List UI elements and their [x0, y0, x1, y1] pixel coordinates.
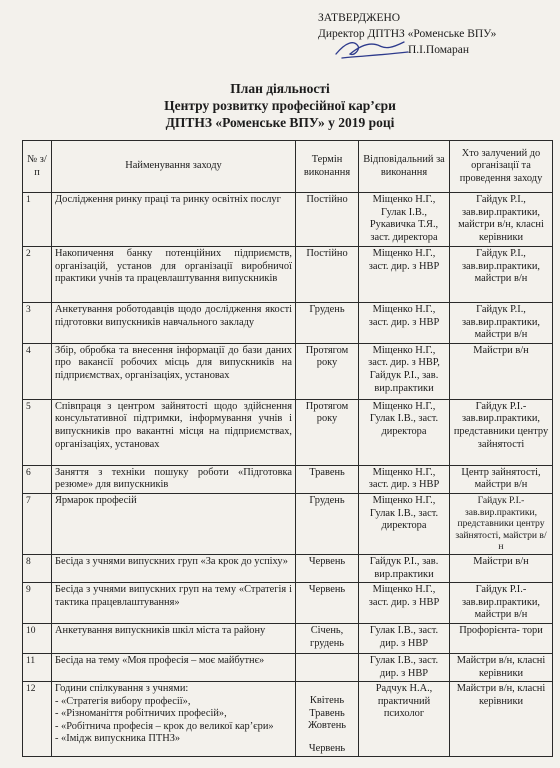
- row-activity: Накопичення банку потенційних підприємств, організацій, установ для організації виробничої практики учнів та працевлаштування випускників: [52, 247, 296, 303]
- row-activity: Дослідження ринку праці та ринку освітніх послуг: [52, 193, 296, 247]
- row-term: Червень: [296, 554, 359, 582]
- table-row: [23, 554, 553, 582]
- activity-topic: - «Робітнича професія – крок до великої кар’єри»: [55, 720, 274, 732]
- row-activity: Бесіда з учнями випускних груп на тему «Стратегія і тактика працевлаштування»: [52, 583, 296, 624]
- header-num: № з/п: [23, 141, 52, 193]
- row-responsible: Гулак І.В., заст. дир. з НВР: [359, 623, 450, 653]
- table-row: [23, 303, 553, 344]
- row-responsible: Міщенко Н.Г., заст. дир. з НВР: [359, 247, 450, 303]
- row-num: 7: [23, 493, 52, 554]
- row-activity: Ярмарок професій: [52, 493, 296, 554]
- approval-position: Директор ДПТНЗ «Роменське ВПУ»: [318, 28, 497, 40]
- table-row: [23, 623, 553, 653]
- row-term: Грудень: [296, 303, 359, 344]
- row-num: 6: [23, 465, 52, 493]
- row-responsible: Міщенко Н.Г., Гулак І.В., Рукавичка Т.Я., заст. директора: [359, 193, 450, 247]
- row-involved: Гайдук Р.І.- зав.вир.практики, представники центру зайнятості: [450, 399, 553, 465]
- row-responsible: Міщенко Н.Г., Гулак І.В., заст. директора: [359, 493, 450, 554]
- row-involved: Профорієнта- тори: [450, 623, 553, 653]
- row-involved: Майстри в/н, класні керівники: [450, 682, 553, 757]
- activity-topic: - «Стратегія вибору професії»,: [55, 695, 191, 707]
- row-term: Постійно: [296, 247, 359, 303]
- activity-plan-table: [22, 140, 553, 757]
- row-responsible: Радчук Н.А., практичний психолог: [359, 682, 450, 757]
- row-num: 10: [23, 623, 52, 653]
- row-activity: [52, 682, 296, 757]
- title-line-3: ДПТНЗ «Роменське ВПУ» у 2019 році: [165, 115, 395, 130]
- table-row: [23, 493, 553, 554]
- row-involved: Гайдук Р.І., зав.вир.практики, майстри в/н: [450, 303, 553, 344]
- row-num: 1: [23, 193, 52, 247]
- row-involved: Майстри в/н, класні керівники: [450, 653, 553, 681]
- activity-topic: - «Різноманіття робітничих професій»,: [55, 708, 227, 720]
- row-activity: Співпраця з центром зайнятості щодо здійснення консультативної підтримки, інформування учнів і випускників про вакантні місця на підприємствах, організаціях, установах: [52, 399, 296, 465]
- title-line-2: Центру розвитку професійної кар’єри: [164, 98, 396, 113]
- table-row: [23, 399, 553, 465]
- table-row: [23, 343, 553, 399]
- row-activity: Анкетування випускників шкіл міста та району: [52, 623, 296, 653]
- row-term: [296, 682, 359, 757]
- row-term: Грудень: [296, 493, 359, 554]
- row-activity: Бесіда на тему «Моя професія – моє майбутнє»: [52, 653, 296, 681]
- header-name: Найменування заходу: [52, 141, 296, 193]
- row-term: Січень, грудень: [296, 623, 359, 653]
- row-involved: Гайдук Р.І.- зав.вир.практики, майстри в/н: [450, 583, 553, 624]
- table-row: [23, 465, 553, 493]
- activity-topic: - «Імідж випускника ПТНЗ»: [55, 733, 181, 745]
- row-activity: Анкетування роботодавців щодо дослідження якості підготовки випускників навчального закладу: [52, 303, 296, 344]
- row-num: 5: [23, 399, 52, 465]
- row-term: Червень: [296, 583, 359, 624]
- row-activity: Збір, обробка та внесення інформації до бази даних про вакансії робочих місць для випускників на підприємствах, організаціях, установах: [52, 343, 296, 399]
- header-involved: Хто залучений до організації та проведення заходу: [450, 141, 553, 193]
- table-row: [23, 193, 553, 247]
- row-activity: Заняття з техніки пошуку роботи «Підготовка резюме» для випускників: [52, 465, 296, 493]
- row-num: 2: [23, 247, 52, 303]
- row-involved: Центр зайнятості, майстри в/н: [450, 465, 553, 493]
- document-title: [0, 80, 560, 131]
- row-involved: Майстри в/н: [450, 554, 553, 582]
- term-item: Квітень: [309, 695, 345, 707]
- approval-heading: ЗАТВЕРДЖЕНО: [318, 12, 401, 24]
- row-responsible: Гайдук Р.І., зав. вир.практики: [359, 554, 450, 582]
- row-num: 11: [23, 653, 52, 681]
- row-involved: Майстри в/н: [450, 343, 553, 399]
- table-row: [23, 682, 553, 757]
- row-term: Травень: [296, 465, 359, 493]
- row-responsible: Міщенко Н.Г., заст. дир. з НВР, Гайдук Р.І., зав. вир.практики: [359, 343, 450, 399]
- row-num: 12: [23, 682, 52, 757]
- term-item: Червень: [308, 742, 346, 754]
- row-involved: Гайдук Р.І., зав.вир.практики, майстри в/н: [450, 247, 553, 303]
- row-responsible: Міщенко Н.Г., заст. дир. з НВР: [359, 303, 450, 344]
- term-item: Травень: [309, 707, 345, 719]
- row-activity: Бесіда з учнями випускних груп «За крок до успіху»: [52, 554, 296, 582]
- row-num: 3: [23, 303, 52, 344]
- approval-director-name: П.І.Помаран: [408, 44, 470, 56]
- term-item: Жовтень: [307, 720, 347, 732]
- header-term: Термін виконання: [296, 141, 359, 193]
- table-header-row: [23, 141, 553, 193]
- row-term: Протягом року: [296, 399, 359, 465]
- row-num: 8: [23, 554, 52, 582]
- table-row: [23, 247, 553, 303]
- row-num: 9: [23, 583, 52, 624]
- table-row: [23, 583, 553, 624]
- row-responsible: Гулак І.В., заст. дир. з НВР: [359, 653, 450, 681]
- row-term: Протягом року: [296, 343, 359, 399]
- activity-intro: Години спілкування з учнями:: [55, 683, 189, 695]
- header-resp: Відповідальний за виконання: [359, 141, 450, 193]
- table-row: [23, 653, 553, 681]
- row-term: [296, 653, 359, 681]
- row-involved: Гайдук Р.І., зав.вир.практики, майстри в/н, класні керівники: [450, 193, 553, 247]
- director-signature: [332, 36, 412, 62]
- row-responsible: Міщенко Н.Г., Гулак І.В., заст. директора: [359, 399, 450, 465]
- row-responsible: Міщенко Н.Г., заст. дир. з НВР: [359, 583, 450, 624]
- row-involved: Гайдук Р.І.- зав.вир.практики, представники центру зайнятості, майстри в/н: [450, 493, 553, 554]
- title-line-1: План діяльності: [230, 81, 330, 96]
- row-num: 4: [23, 343, 52, 399]
- row-term: Постійно: [296, 193, 359, 247]
- row-responsible: Міщенко Н.Г., заст. дир. з НВР: [359, 465, 450, 493]
